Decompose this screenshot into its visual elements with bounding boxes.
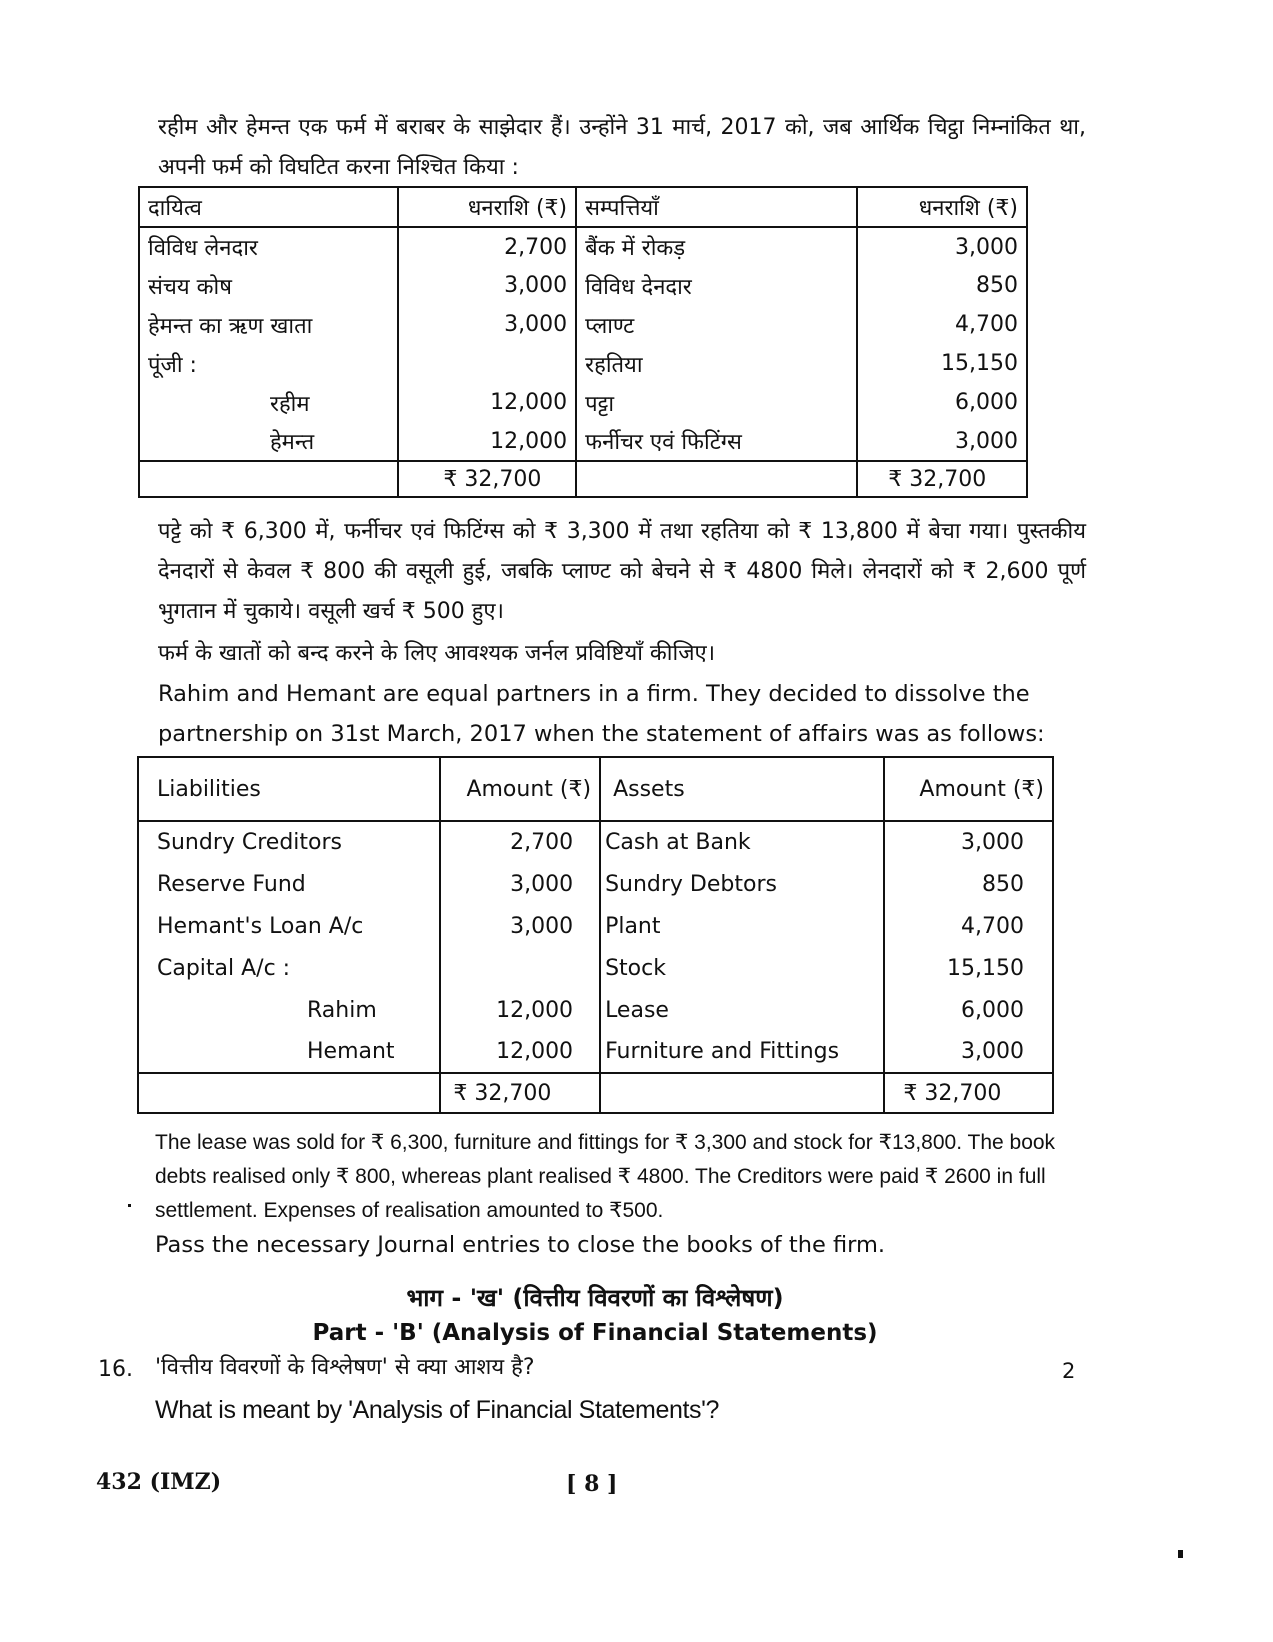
hi-asset: रहतिया (576, 344, 857, 383)
en-liability: Sundry Creditors (138, 821, 440, 863)
english-instruction: Pass the necessary Journal entries to close the books of the firm. (155, 1232, 886, 1258)
hi-header-assets: सम्पत्तियाँ (576, 187, 857, 227)
en-liability-amount: 12,000 (440, 1031, 600, 1073)
en-liability: Reserve Fund (138, 863, 440, 905)
en-liability: Hemant's Loan A/c (138, 905, 440, 947)
part-b-heading-english: Part - 'B' (Analysis of Financial Statements) (312, 1320, 878, 1346)
hi-asset: प्लाण्ट (576, 305, 857, 344)
en-asset-amount: 6,000 (884, 989, 1053, 1031)
hi-liability-amount: 12,000 (398, 422, 576, 461)
table-row (138, 1031, 1053, 1073)
table-row (139, 383, 1027, 422)
english-details: The lease was sold for ₹ 6,300, furniture and fittings for ₹ 3,300 and stock for ₹13,800. The book debts realised only ₹ 800, whereas plant realised ₹ 4800. The Creditors were paid ₹ 2600 in full settlement. Expenses of realisation amounted to ₹500. (155, 1131, 1056, 1222)
hi-asset: बैंक में रोकड़ (576, 227, 857, 266)
hi-liability-amount: 3,000 (398, 305, 576, 344)
en-asset-amount: 15,150 (884, 947, 1053, 989)
hindi-balance-sheet (138, 186, 1028, 498)
en-liability-amount: 3,000 (440, 905, 600, 947)
hindi-details: पट्टे को ₹ 6,300 में, फर्नीचर एवं फिटिंग्स को ₹ 3,300 में तथा रहतिया को ₹ 13,800 में बेचा गया। पुस्तकीय देनदारों से केवल ₹ 800 की वसूली हुई, जबकि प्लाण्ट को बेचने से ₹ 4800 मिले। लेनदारों को ₹ 2,600 पूर्ण भुगतान में चुकाये। वसूली खर्च ₹ 500 हुए। (158, 519, 1086, 624)
hi-header-amount-right: धनराशि (₹) (857, 187, 1027, 227)
table-row (139, 344, 1027, 383)
table-row (138, 989, 1053, 1031)
hi-asset-amount: 4,700 (857, 305, 1027, 344)
en-asset: Plant (600, 905, 884, 947)
english-intro: Rahim and Hemant are equal partners in a firm. They decided to dissolve the partnership on 31st March, 2017 when the statement of affairs was as follows: (158, 681, 1045, 747)
question-16-hindi: 'वित्तीय विवरणों के विश्लेषण' से क्या आशय है? (155, 1355, 535, 1380)
paper-code: 432 (IMZ) (96, 1469, 222, 1495)
en-liability-amount: 2,700 (440, 821, 600, 863)
en-liability-amount: 3,000 (440, 863, 600, 905)
hi-asset: विविध देनदार (576, 266, 857, 305)
hi-asset-amount: 15,150 (857, 344, 1027, 383)
hi-asset-amount: 850 (857, 266, 1027, 305)
table-row (139, 266, 1027, 305)
en-liability: Rahim (138, 989, 440, 1031)
hi-liability: रहीम (139, 383, 398, 422)
hi-liability: पूंजी : (139, 344, 398, 383)
hi-liability: विविध लेनदार (139, 227, 398, 266)
hi-asset-amount: 6,000 (857, 383, 1027, 422)
page-number: [ 8 ] (566, 1471, 618, 1497)
en-header-amount-right: Amount (₹) (884, 757, 1053, 821)
en-asset: Furniture and Fittings (600, 1031, 884, 1073)
corner-mark (1178, 1550, 1183, 1558)
en-liability: Hemant (138, 1031, 440, 1073)
hi-asset-amount: 3,000 (857, 227, 1027, 266)
hi-asset: पट्टा (576, 383, 857, 422)
hi-liability: संचय कोष (139, 266, 398, 305)
hi-total-blank (139, 461, 398, 497)
en-asset: Cash at Bank (600, 821, 884, 863)
hindi-instruction: फर्म के खातों को बन्द करने के लिए आवश्यक जर्नल प्रविष्टियाँ कीजिए। (158, 641, 716, 666)
question-16-number: 16. (98, 1357, 133, 1382)
en-asset: Lease (600, 989, 884, 1031)
en-liability-amount (440, 947, 600, 989)
table-row (138, 821, 1053, 863)
en-asset-amount: 3,000 (884, 821, 1053, 863)
en-asset-amount: 850 (884, 863, 1053, 905)
hi-liability: हेमन्त (139, 422, 398, 461)
hi-liability-amount (398, 344, 576, 383)
hi-asset-amount: 3,000 (857, 422, 1027, 461)
en-liability: Capital A/c : (138, 947, 440, 989)
hi-total-blank (576, 461, 857, 497)
question-16-marks: 2 (1062, 1359, 1076, 1383)
en-asset: Sundry Debtors (600, 863, 884, 905)
en-asset-amount: 4,700 (884, 905, 1053, 947)
hi-asset: फर्नीचर एवं फिटिंग्स (576, 422, 857, 461)
part-b-heading-hindi: भाग - 'ख' (वित्तीय विवरणों का विश्लेषण) (406, 1284, 784, 1312)
hi-liability: हेमन्त का ऋण खाता (139, 305, 398, 344)
table-row (138, 947, 1053, 989)
en-header-amount-left: Amount (₹) (440, 757, 600, 821)
table-row (138, 863, 1053, 905)
hi-total-assets: ₹ 32,700 (857, 461, 1027, 497)
en-total-blank (600, 1073, 884, 1113)
en-header-assets: Assets (600, 757, 884, 821)
english-balance-sheet (137, 756, 1054, 1114)
en-total-assets: ₹ 32,700 (884, 1073, 1053, 1113)
table-row (139, 422, 1027, 461)
en-total-liabilities: ₹ 32,700 (440, 1073, 600, 1113)
en-asset-amount: 3,000 (884, 1031, 1053, 1073)
en-total-blank (138, 1073, 440, 1113)
en-header-liabilities: Liabilities (138, 757, 440, 821)
en-asset: Stock (600, 947, 884, 989)
hi-total-liabilities: ₹ 32,700 (398, 461, 576, 497)
table-row (139, 305, 1027, 344)
hi-liability-amount: 3,000 (398, 266, 576, 305)
margin-dot (128, 1204, 131, 1207)
hi-header-amount-left: धनराशि (₹) (398, 187, 576, 227)
en-liability-amount: 12,000 (440, 989, 600, 1031)
table-row (138, 905, 1053, 947)
question-16-english: What is meant by 'Analysis of Financial Statements'? (155, 1396, 720, 1424)
hi-header-liabilities: दायित्व (139, 187, 398, 227)
hindi-intro: रहीम और हेमन्त एक फर्म में बराबर के साझेदार हैं। उन्होंने 31 मार्च, 2017 को, जब आर्थिक चिट्ठा निम्नांकित था, अपनी फर्म को विघटित करना निश्चित किया : (158, 115, 1086, 180)
table-row (139, 227, 1027, 266)
hi-liability-amount: 2,700 (398, 227, 576, 266)
hi-liability-amount: 12,000 (398, 383, 576, 422)
